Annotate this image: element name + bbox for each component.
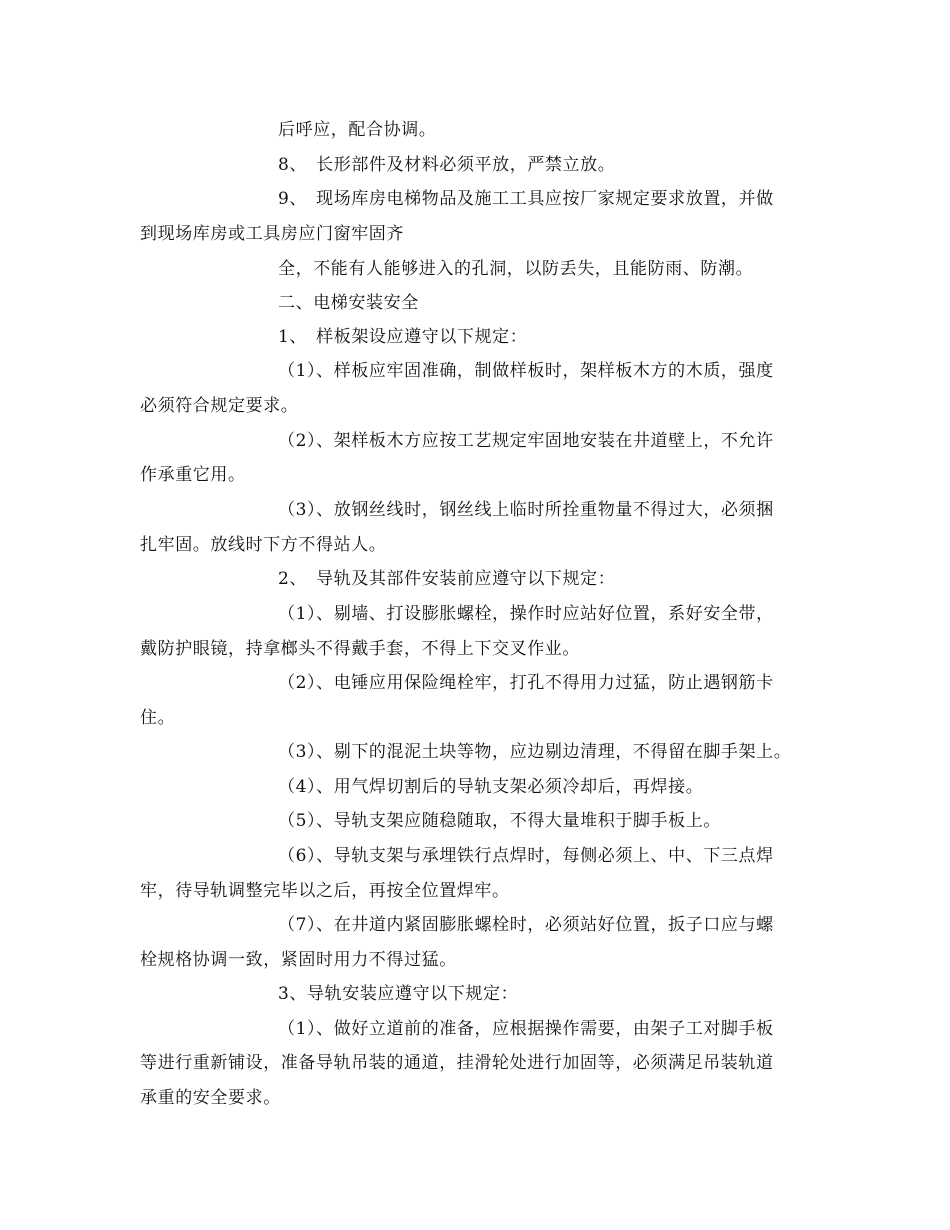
text-line: （3）、放钢丝线时，钢丝线上临时所拴重物量不得过大，必须捆 [278, 500, 774, 520]
text-line: （6）、导轨支架与承埋铁行点焊时，每侧必须上、中、下三点焊 [278, 846, 774, 866]
text-line: 到现场库房或工具房应门窗牢固齐 [140, 224, 404, 244]
text-line: （1）、样板应牢固准确，制做样板时，架样板木方的木质，强度 [278, 361, 774, 381]
text-line: （2）、电锤应用保险绳栓牢，打孔不得用力过猛，防止遇钢筋卡 [278, 673, 774, 693]
section-heading: 二、电梯安装安全 [278, 293, 419, 313]
text-line: 住。 [140, 708, 176, 728]
text-line: 扎牢固。放线时下方不得站人。 [140, 535, 387, 555]
text-line: （4）、用气焊切割后的导轨支架必须冷却后，再焊接。 [278, 777, 704, 797]
text-line: （5）、导轨支架应随稳随取，不得大量堆积于脚手板上。 [278, 811, 721, 831]
text-line: 栓规格协调一致，紧固时用力不得过猛。 [140, 950, 457, 970]
text-line: 承重的安全要求。 [140, 1088, 281, 1108]
text-line: （1）、剔墙、打设膨胀螺栓，操作时应站好位置，系好安全带， [278, 604, 774, 624]
text-line: （7）、在井道内紧固膨胀螺栓时，必须站好位置，扳子口应与螺 [278, 915, 774, 935]
text-line: 1、 样板架设应遵守以下规定： [278, 327, 528, 347]
text-line: 全，不能有人能够进入的孔洞，以防丢失，且能防雨、防潮。 [278, 259, 754, 279]
text-line: 等进行重新铺设，准备导轨吊装的通道，挂滑轮处进行加固等，必须满足吊装轨道 [140, 1053, 774, 1073]
text-line: 8、 长形部件及材料必须平放，严禁立放。 [278, 155, 616, 175]
text-line: 必须符合规定要求。 [140, 396, 299, 416]
text-line: 作承重它用。 [140, 465, 246, 485]
text-line: 2、 导轨及其部件安装前应遵守以下规定： [278, 569, 616, 589]
text-line: （1）、做好立道前的准备，应根据操作需要，由架子工对脚手板 [278, 1019, 774, 1039]
text-line: （2）、架样板木方应按工艺规定牢固地安装在井道壁上，不允许 [278, 431, 774, 451]
text-line: 9、 现场库房电梯物品及施工工具应按厂家规定要求放置，并做 [278, 189, 774, 209]
text-line: 牢，待导轨调整完毕以之后，再按全位置焊牢。 [140, 881, 510, 901]
text-line: （3）、剔下的混泥土块等物，应边剔边清理，不得留在脚手架上。 [278, 742, 792, 762]
text-line: 3、导轨安装应遵守以下规定： [278, 984, 519, 1004]
text-line: 后呼应，配合协调。 [278, 120, 437, 140]
text-line: 戴防护眼镜，持拿榔头不得戴手套，不得上下交叉作业。 [140, 639, 580, 659]
